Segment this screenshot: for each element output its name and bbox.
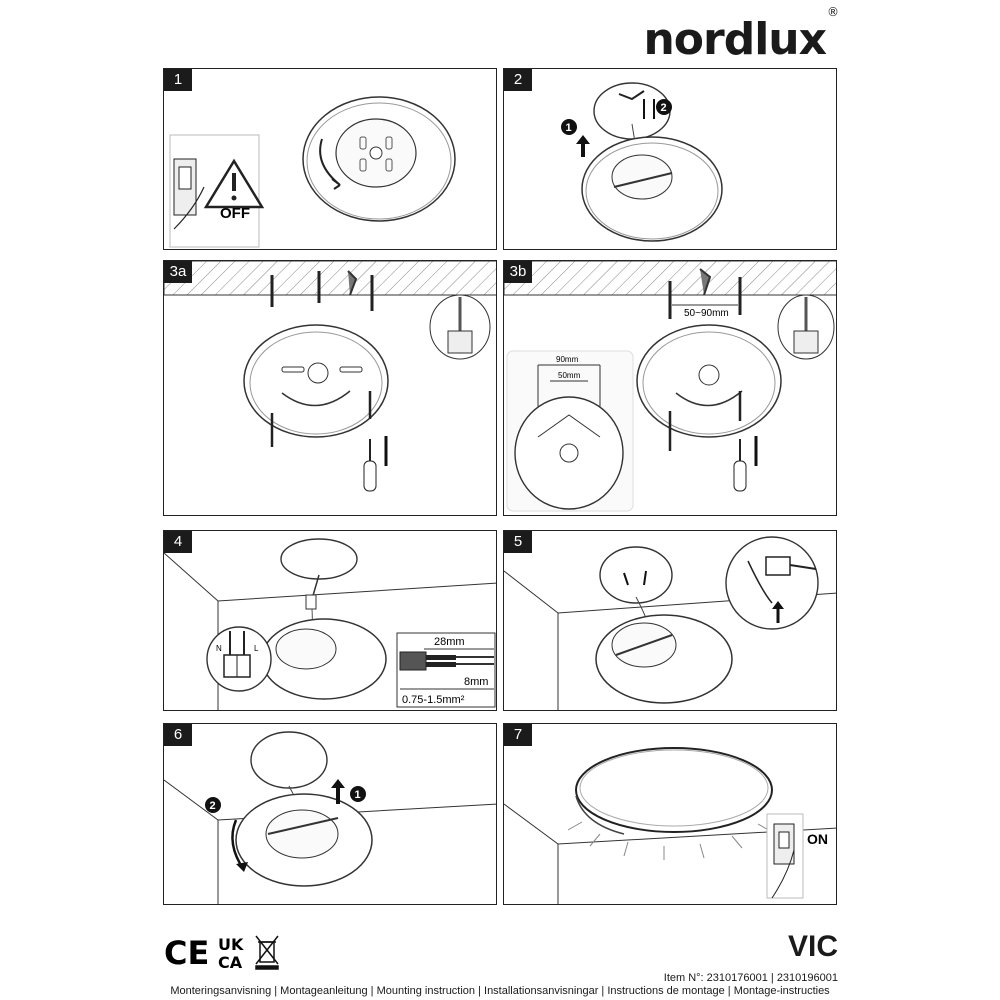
on-label: ON	[807, 831, 828, 847]
step-6-illustration	[164, 724, 497, 905]
item-number: Item N°: 2310176001 | 2310196001	[663, 972, 838, 984]
ukca-mark-top: UK	[218, 935, 244, 954]
step-7-illustration	[504, 724, 837, 905]
brand-name: nordlux	[643, 14, 826, 65]
terminal-l-label: L	[254, 644, 259, 653]
dim-50-label: 50mm	[558, 371, 581, 380]
ceiling-lamp-icon	[576, 748, 772, 834]
wire-gauge-label: 0.75-1.5mm²	[402, 694, 465, 706]
terminal-n-label: N	[216, 644, 222, 653]
step-number: 4	[164, 531, 192, 553]
step-3a-illustration	[164, 261, 497, 516]
lamp-base-icon	[303, 97, 455, 221]
certification-marks	[164, 932, 294, 972]
screwdriver-icon	[734, 436, 756, 491]
step-number: 5	[504, 531, 532, 553]
strip-end-label: 8mm	[464, 676, 489, 688]
step-7-panel	[503, 723, 837, 905]
step-number: 2	[504, 69, 532, 91]
ukca-mark-bottom: CA	[218, 953, 243, 972]
language-list: Monteringsanvisning | Montageanleitung | Mounting instruction | Installationsanvisningar | Instructions de montage | Montage-instructies	[170, 985, 830, 997]
drill-chuck-detail-icon	[430, 295, 490, 359]
badge-1-label: 1	[565, 122, 572, 134]
wall-switch-icon	[174, 159, 204, 229]
off-label: OFF	[220, 205, 250, 222]
dim-90-label: 90mm	[556, 355, 579, 364]
step-4-illustration	[164, 531, 497, 711]
wire-strip-diagram	[397, 633, 495, 707]
step-number: 6	[164, 724, 192, 746]
wall-switch-icon	[767, 814, 803, 898]
step-5-panel	[503, 530, 837, 711]
step-number: 1	[164, 69, 192, 91]
step-1-illustration	[164, 69, 497, 250]
registered-mark: ®	[827, 5, 838, 20]
badge-2-label: 2	[660, 102, 667, 114]
step-5-illustration	[504, 531, 837, 711]
step-number: 3b	[504, 261, 532, 283]
screwdriver-icon	[364, 436, 386, 491]
step-3a-panel	[163, 260, 497, 516]
strip-length-label: 28mm	[434, 636, 465, 648]
step-number: 7	[504, 724, 532, 746]
step-2-illustration	[504, 69, 837, 250]
step-4-panel	[163, 530, 497, 711]
cert-marks-svg	[164, 932, 294, 972]
step-number: 3a	[164, 261, 192, 283]
weee-bin-icon	[256, 936, 278, 969]
drill-chuck-detail-icon	[778, 295, 834, 359]
badge-1-label: 1	[354, 789, 361, 801]
step-1-panel	[163, 68, 497, 250]
step-3b-panel	[503, 260, 837, 516]
warning-triangle-icon	[206, 161, 262, 207]
ce-mark: CE	[164, 934, 210, 972]
brand-logo	[643, 5, 838, 65]
badge-2-label: 2	[209, 800, 216, 812]
product-name: VIC	[787, 930, 838, 963]
step-2-panel	[503, 68, 837, 250]
spacing-label: 50~90mm	[684, 308, 729, 319]
step-3b-illustration	[504, 261, 837, 516]
step-6-panel	[163, 723, 497, 905]
arrow-up-icon	[576, 135, 590, 157]
